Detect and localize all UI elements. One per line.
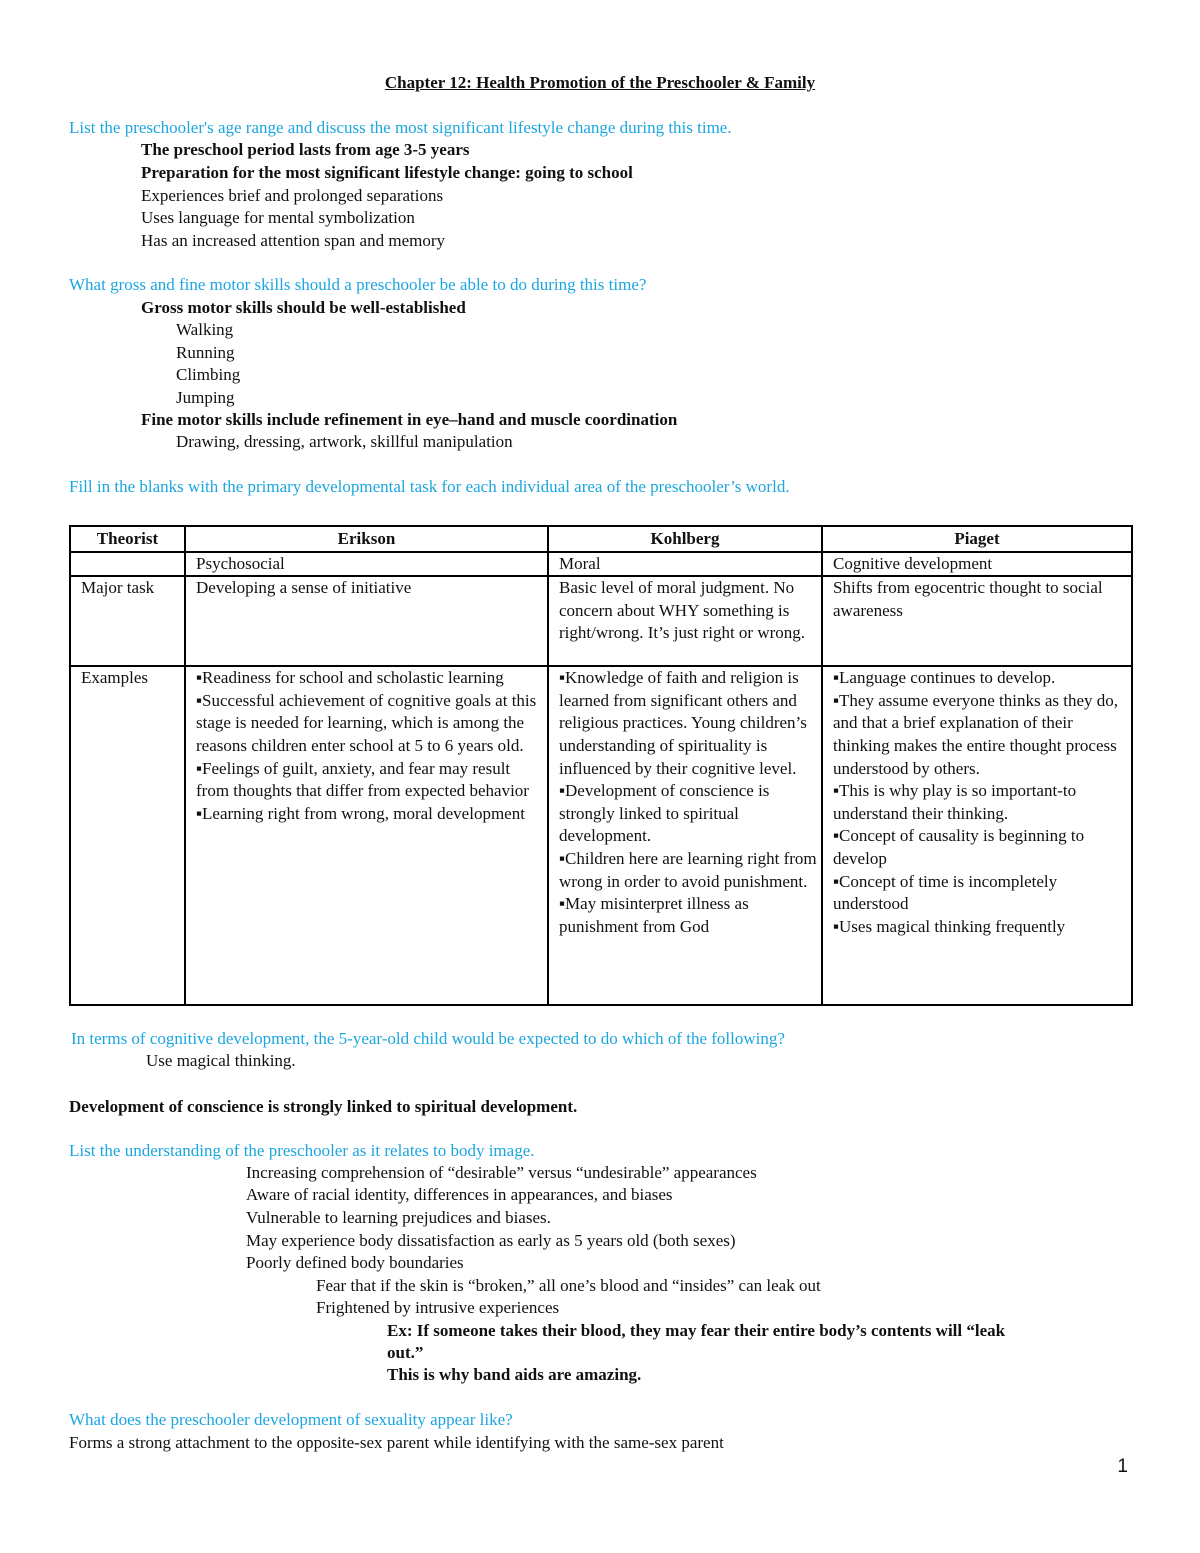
answer-line: Experiences brief and prolonged separations — [141, 186, 444, 205]
page-title: Chapter 12: Health Promotion of the Preschooler & Family — [384, 73, 816, 92]
body-image-example: Ex: If someone takes their blood, they may fear their entire body’s contents will “leak — [387, 1321, 1006, 1340]
example-item: ▪Development of conscience is strongly linked to spiritual development. — [559, 781, 770, 846]
gross-motor-item: Running — [176, 343, 235, 362]
examples-piaget — [822, 666, 1132, 1005]
answer-sexuality: Forms a strong attachment to the opposite-sex parent while identifying with the same-sex parent — [69, 1433, 724, 1452]
row-label-examples: Examples — [70, 666, 185, 1005]
subheader-moral: Moral — [548, 552, 822, 577]
answer-lifestyle-change: Preparation for the most significant lifestyle change: going to school — [141, 163, 633, 182]
row-label-major-task: Major task — [70, 576, 185, 666]
answer-age-range: The preschool period lasts from age 3-5 years — [141, 140, 470, 159]
example-item: ▪Learning right from wrong, moral development — [196, 803, 525, 823]
body-image-note: This is why band aids are amazing. — [387, 1365, 642, 1384]
examples-erikson — [185, 666, 548, 1005]
question-sexuality: What does the preschooler development of sexuality appear like? — [69, 1410, 513, 1429]
answer-cognitive-5yo: Use magical thinking. — [146, 1051, 296, 1070]
example-item: ▪Feelings of guilt, anxiety, and fear may result from thoughts that differ from expected behavior — [196, 758, 529, 801]
question-age-range: List the preschooler's age range and discuss the most significant lifestyle change during this time. — [69, 118, 732, 137]
major-task-erikson: Developing a sense of initiative — [185, 576, 548, 666]
question-developmental-tasks: Fill in the blanks with the primary developmental task for each individual area of the preschooler’s world. — [69, 477, 790, 496]
example-item: ▪This is why play is so important-to understand their thinking. — [833, 781, 1077, 823]
header-theorist: Theorist — [70, 526, 185, 552]
example-item: ▪Language continues to develop. — [833, 668, 1056, 688]
gross-motor-item: Jumping — [176, 388, 235, 407]
example-item: ▪Concept of causality is beginning to develop — [833, 826, 1085, 868]
subheader-cognitive: Cognitive development — [822, 552, 1132, 577]
fine-motor-item: Drawing, dressing, artwork, skillful manipulation — [176, 432, 513, 451]
body-image-line: Vulnerable to learning prejudices and biases. — [246, 1208, 551, 1227]
body-image-line: May experience body dissatisfaction as early as 5 years old (both sexes) — [246, 1231, 736, 1250]
body-image-subline: Fear that if the skin is “broken,” all one’s blood and “insides” can leak out — [316, 1276, 821, 1295]
page-number: 1 — [1117, 1456, 1128, 1477]
body-image-line: Aware of racial identity, differences in appearances, and biases — [246, 1185, 673, 1204]
subheader-empty — [70, 552, 185, 577]
header-erikson: Erikson — [185, 526, 548, 552]
body-image-subline: Frightened by intrusive experiences — [316, 1298, 560, 1317]
gross-motor-heading: Gross motor skills should be well-established — [141, 298, 466, 317]
statement-conscience: Development of conscience is strongly linked to spiritual development. — [69, 1097, 578, 1116]
fine-motor-heading: Fine motor skills include refinement in eye–hand and muscle coordination — [141, 410, 678, 429]
body-image-line: Increasing comprehension of “desirable” versus “undesirable” appearances — [246, 1163, 757, 1182]
examples-kohlberg — [548, 666, 822, 1005]
example-item: ▪Readiness for school and scholastic learning — [196, 668, 504, 688]
body-image-line: Poorly defined body boundaries — [246, 1253, 464, 1272]
question-motor-skills: What gross and fine motor skills should a preschooler be able to do during this time? — [69, 275, 647, 294]
subheader-psychosocial: Psychosocial — [185, 552, 548, 577]
developmental-task-table — [69, 525, 1133, 1006]
question-cognitive-5yo: In terms of cognitive development, the 5-year-old child would be expected to do which of the following? — [71, 1029, 785, 1048]
example-item: ▪Concept of time is incompletely understood — [833, 871, 1058, 914]
example-item: ▪May misinterpret illness as punishment from God — [559, 894, 749, 936]
example-item: ▪Knowledge of faith and religion is learned from significant others and religious practices. Young children’s understanding of spirituality is influenced by their cognitive level. — [559, 668, 807, 778]
example-item: ▪They assume everyone thinks as they do, and that a brief explanation of their thinking makes the entire thought process understood by others. — [833, 690, 1119, 778]
major-task-kohlberg: Basic level of moral judgment. No concern about WHY something is right/wrong. It’s just right or wrong. — [548, 576, 822, 666]
answer-line: Has an increased attention span and memory — [141, 231, 446, 250]
example-item: ▪Children here are learning right from wrong in order to avoid punishment. — [559, 848, 817, 891]
major-task-piaget: Shifts from egocentric thought to social awareness — [822, 576, 1132, 666]
gross-motor-item: Walking — [176, 320, 234, 339]
question-body-image: List the understanding of the preschooler as it relates to body image. — [69, 1141, 535, 1160]
body-image-example: out.” — [387, 1343, 424, 1362]
example-item: ▪Uses magical thinking frequently — [833, 916, 1066, 936]
header-kohlberg: Kohlberg — [548, 526, 822, 552]
example-item: ▪Successful achievement of cognitive goals at this stage is needed for learning, which is among the reasons children enter school at 5 to 6 years old. — [196, 690, 537, 755]
header-piaget: Piaget — [822, 526, 1132, 552]
gross-motor-item: Climbing — [176, 365, 241, 384]
answer-line: Uses language for mental symbolization — [141, 208, 415, 227]
